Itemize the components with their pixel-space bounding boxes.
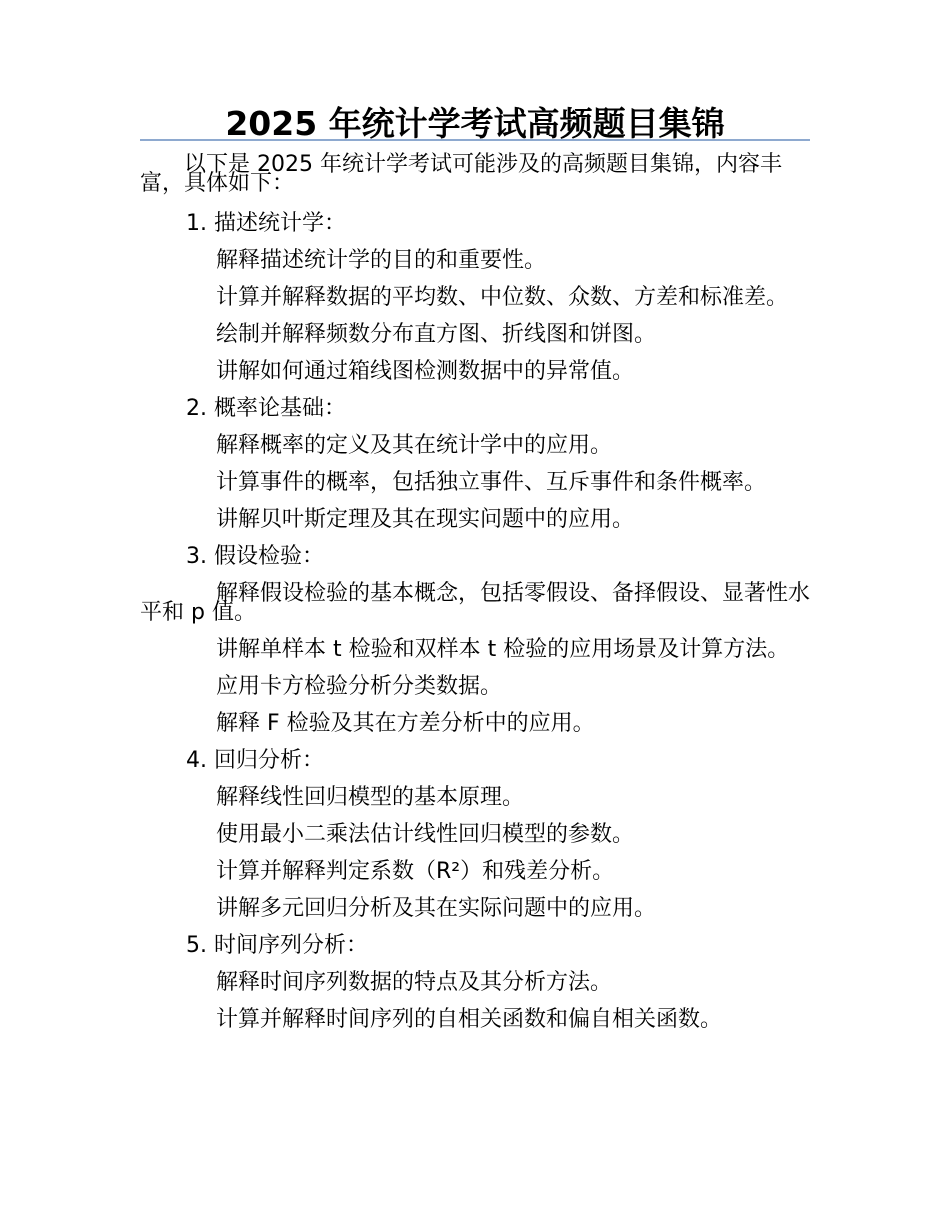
intro-paragraph: 以下是 2025 年统计学考试可能涉及的高频题目集锦，内容丰富，具体如下： (140, 152, 782, 196)
section-title: 概率论基础： (214, 396, 347, 421)
list-item: 解释描述统计学的目的和重要性。 (216, 248, 547, 273)
section-descriptive-statistics (140, 211, 810, 384)
section-heading (140, 544, 810, 569)
list-item: 解释 F 检验及其在方差分析中的应用。 (216, 711, 595, 736)
section-title: 回归分析： (214, 748, 325, 773)
section-title: 描述统计学： (214, 211, 347, 236)
title-underline (140, 139, 810, 141)
list-item: 使用最小二乘法估计线性回归模型的参数。 (216, 822, 635, 847)
section-title: 假设检验： (214, 544, 325, 569)
section-number: 1. (186, 211, 207, 236)
list-item: 讲解多元回归分析及其在实际问题中的应用。 (216, 896, 657, 921)
section-heading (140, 748, 810, 773)
list-item: 计算并解释时间序列的自相关函数和偏自相关函数。 (216, 1007, 723, 1032)
list-item: 计算并解释数据的平均数、中位数、众数、方差和标准差。 (216, 285, 789, 310)
section-title: 时间序列分析： (214, 933, 369, 958)
list-item: 讲解贝叶斯定理及其在现实问题中的应用。 (216, 507, 635, 532)
list-item: 讲解如何通过箱线图检测数据中的异常值。 (216, 359, 635, 384)
section-heading (140, 933, 810, 958)
section-number: 2. (186, 396, 207, 421)
section-number: 4. (186, 748, 207, 773)
list-item: 解释时间序列数据的特点及其分析方法。 (216, 970, 613, 995)
section-probability-basics (140, 396, 810, 532)
document-body (140, 152, 811, 1047)
section-time-series-analysis (140, 933, 810, 1032)
section-hypothesis-testing (140, 544, 811, 736)
list-item: 绘制并解释频数分布直方图、折线图和饼图。 (216, 322, 657, 347)
section-heading (140, 396, 810, 421)
list-item: 计算事件的概率，包括独立事件、互斥事件和条件概率。 (216, 470, 767, 495)
list-item: 解释线性回归模型的基本原理。 (216, 785, 525, 810)
list-item: 应用卡方检验分析分类数据。 (216, 674, 503, 699)
section-number: 5. (186, 933, 207, 958)
list-item: 解释假设检验的基本概念，包括零假设、备择假设、显著性水平和 p 值。 (140, 581, 811, 625)
list-item: 计算并解释判定系数（R²）和残差分析。 (216, 859, 615, 884)
section-number: 3. (186, 544, 207, 569)
section-regression-analysis (140, 748, 810, 921)
section-heading (140, 211, 810, 236)
page-title: 2025 年统计学考试高频题目集锦 (225, 104, 725, 143)
list-item: 讲解单样本 t 检验和双样本 t 检验的应用场景及计算方法。 (216, 637, 790, 662)
list-item: 解释概率的定义及其在统计学中的应用。 (216, 433, 613, 458)
